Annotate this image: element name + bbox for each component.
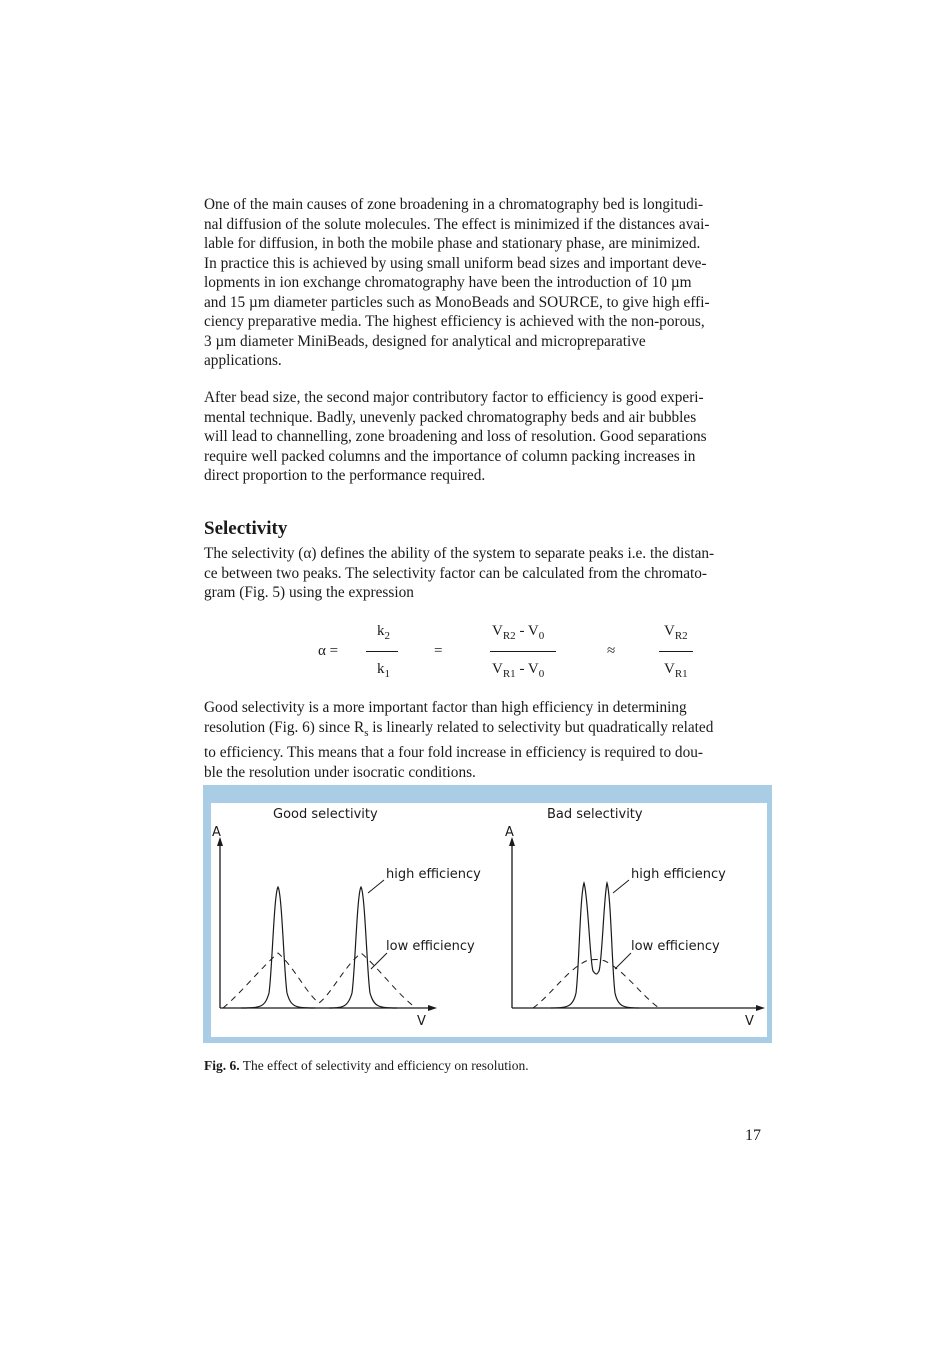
- text-line: In practice this is achieved by using small uniform bead sizes and important deve-: [204, 254, 707, 272]
- text-line: After bead size, the second major contributory factor to efficiency is good experi-: [204, 389, 704, 406]
- text-line: gram (Fig. 5) using the expression: [204, 584, 414, 601]
- figure-panel: [211, 803, 767, 1037]
- caption-text: The effect of selectivity and efficiency on resolution.: [239, 1058, 529, 1073]
- text-line: will lead to channelling, zone broadening and loss of resolution. Good separations: [204, 428, 707, 445]
- text-line: require well packed columns and the importance of column packing increases in: [204, 447, 696, 465]
- left-x-axis-label: V: [417, 1014, 426, 1029]
- text-line: The selectivity (α) defines the ability of the system to separate peaks i.e. the distan-: [204, 545, 715, 562]
- right-y-axis-label: A: [505, 825, 514, 840]
- right-x-axis-label: V: [745, 1014, 754, 1029]
- paragraph-good-selectivity: [204, 698, 770, 782]
- chromatogram-diagram: [211, 803, 767, 1037]
- fraction-bar: [366, 651, 398, 652]
- fraction-bar: [659, 651, 693, 652]
- text-line: Good selectivity is a more important factor than high efficiency in determining: [204, 699, 687, 716]
- paragraph-selectivity-definition: [204, 544, 770, 603]
- right-low-eff-curve: [533, 960, 659, 1009]
- left-y-axis-label: A: [212, 825, 221, 840]
- right-x-arrow-icon: [756, 1005, 765, 1011]
- equation-vr2: $V_{R2}$: [664, 623, 688, 642]
- left-panel-title: Good selectivity: [273, 807, 378, 822]
- fraction-bar: [490, 651, 556, 652]
- text-line: ble the resolution under isocratic conditions.: [204, 763, 476, 781]
- left-label-high-efficiency: high efficiency: [386, 867, 481, 882]
- equation-denominator: $V_{R1} - V_0$: [492, 661, 545, 680]
- equation-equals: =: [434, 643, 443, 659]
- text-line: lopments in ion exchange chromatography have been the introduction of 10 µm: [204, 274, 692, 291]
- text-line: 3 µm diameter MiniBeads, designed for analytical and micropreparative: [204, 332, 646, 350]
- text-line: to efficiency. This means that a four fold increase in efficiency is required to dou-: [204, 744, 703, 762]
- text-line: applications.: [204, 352, 282, 369]
- paragraph-zone-broadening: [204, 195, 770, 371]
- text-line: resolution (Fig. 6) since $R_s$ is linearly related to selectivity but quadratically related: [204, 718, 714, 739]
- leader-line: [613, 880, 629, 893]
- text-line: and 15 µm diameter particles such as MonoBeads and SOURCE, to give high effi-: [204, 293, 710, 311]
- figure-selectivity-efficiency: [203, 785, 772, 1043]
- page-number: 17: [745, 1127, 761, 1144]
- right-label-low-efficiency: low efficiency: [631, 939, 720, 954]
- right-label-high-efficiency: high efficiency: [631, 867, 726, 882]
- text-line: ce between two peaks. The selectivity factor can be calculated from the chromato-: [204, 564, 708, 582]
- equation-approx: ≈: [607, 643, 616, 659]
- leader-line: [368, 880, 384, 893]
- equation-vr1: $V_{R1}$: [664, 661, 688, 680]
- caption-label: Fig. 6.: [204, 1058, 240, 1073]
- paragraph-experimental-technique: [204, 388, 770, 486]
- left-low-eff-curve: [223, 953, 416, 1008]
- leader-line: [615, 953, 631, 969]
- left-x-arrow-icon: [428, 1005, 437, 1011]
- equation-k2: $k_2$: [377, 623, 390, 642]
- right-panel-title: Bad selectivity: [547, 807, 643, 822]
- text-line: One of the main causes of zone broadening in a chromatography bed is longitudi-: [204, 196, 704, 213]
- equation-k1: $k_1$: [377, 661, 390, 680]
- right-high-eff-peaks: [551, 883, 639, 1008]
- leader-line: [371, 953, 387, 969]
- text-line: lable for diffusion, in both the mobile phase and stationary phase, are minimized.: [204, 235, 701, 252]
- text-line: mental technique. Badly, unevenly packed chromatography beds and air bubbles: [204, 408, 697, 426]
- left-label-low-efficiency: low efficiency: [386, 939, 475, 954]
- section-heading: Selectivity: [204, 518, 288, 539]
- equation-alpha: α =: [318, 643, 339, 659]
- text-line: ciency preparative media. The highest efficiency is achieved with the non-porous,: [204, 313, 705, 330]
- text-line: direct proportion to the performance required.: [204, 467, 486, 484]
- text-line: nal diffusion of the solute molecules. The effect is minimized if the distances avai-: [204, 215, 710, 233]
- equation-numerator: $V_{R2} - V_0$: [492, 623, 545, 642]
- figure-caption: [204, 1057, 529, 1074]
- left-high-eff-peak-1: [241, 887, 315, 1008]
